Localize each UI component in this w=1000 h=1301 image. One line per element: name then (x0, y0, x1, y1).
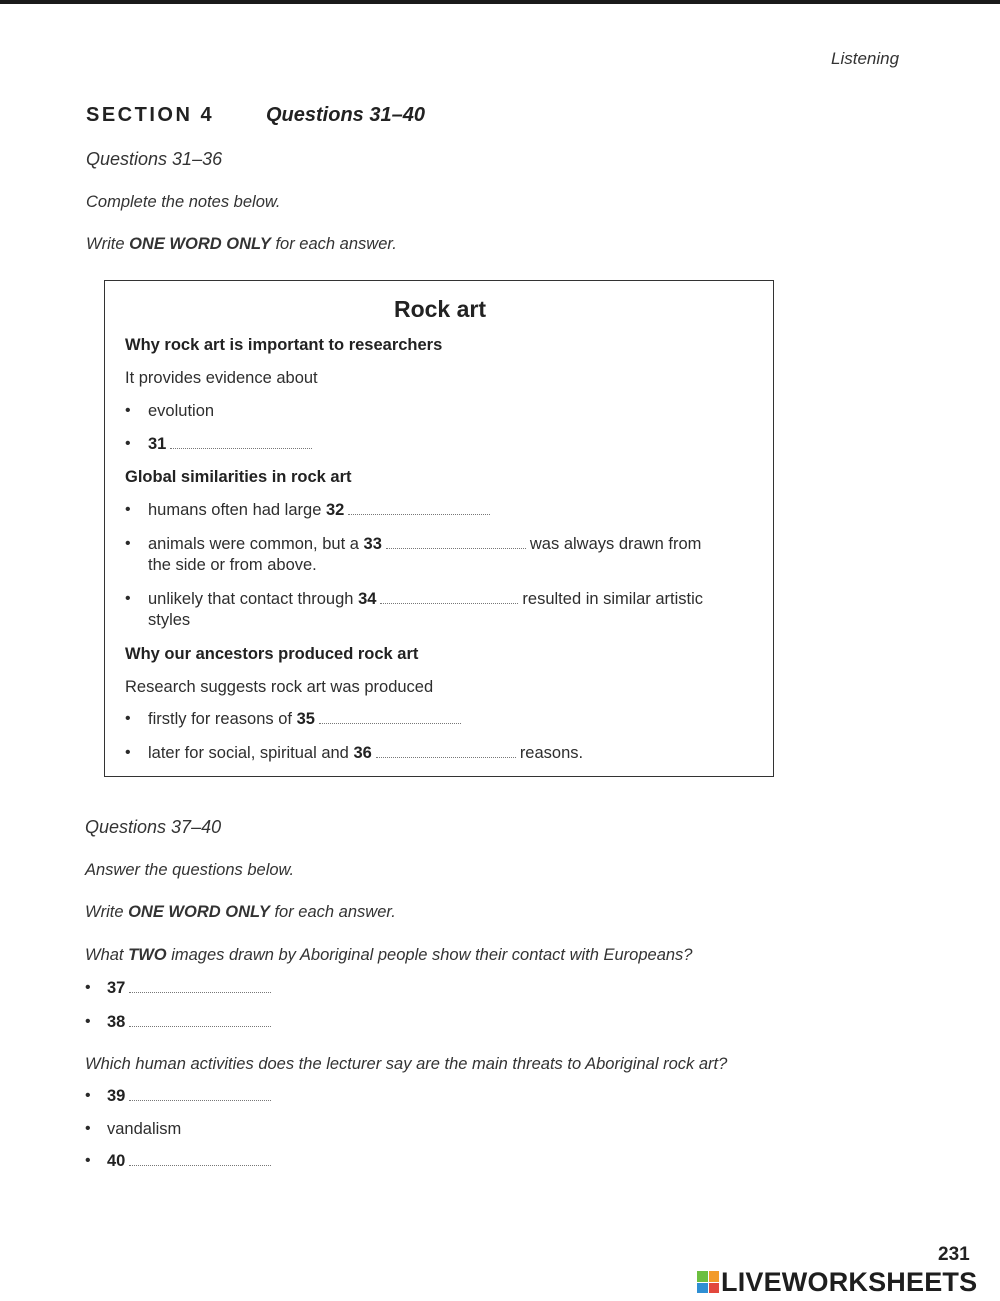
notes-heading-3: Why our ancestors produced rock art (125, 645, 419, 663)
question-37 (107, 979, 275, 998)
question-39 (107, 1087, 275, 1106)
q33-text: animals were common, but a (148, 535, 359, 553)
question-36 (148, 744, 583, 763)
logo-square (709, 1271, 720, 1282)
question-number: 38 (107, 1013, 126, 1031)
notes-heading-2: Global similarities in rock art (125, 468, 352, 486)
question-number: 36 (353, 744, 372, 762)
top-rule (0, 0, 1000, 4)
question-32 (148, 501, 494, 520)
question-1-bold: TWO (128, 946, 167, 964)
section-questions: Questions 31–40 (266, 104, 425, 126)
bullet-dot: • (125, 590, 131, 607)
q33-text-after: was always drawn from (529, 535, 702, 553)
bullet-dot: • (125, 435, 131, 452)
question-number: 37 (107, 979, 126, 997)
question-number: 35 (296, 710, 315, 728)
word-limit-post: for each answer. (275, 235, 397, 253)
answer-blank-34[interactable] (380, 601, 518, 604)
question-number: 40 (107, 1152, 126, 1170)
liveworksheets-logo-icon (697, 1271, 719, 1293)
answer-blank-38[interactable] (129, 1024, 271, 1027)
bullet-dot: • (125, 535, 131, 552)
bullet-dot: • (85, 1152, 91, 1169)
part2-word-limit (85, 903, 396, 922)
q34-text-after: resulted in similar artistic (522, 590, 704, 608)
q34-continuation: styles (148, 611, 191, 629)
answer-blank-37[interactable] (129, 990, 271, 993)
part1-heading: Questions 31–36 (86, 149, 223, 169)
question-number: 39 (107, 1087, 126, 1105)
part2-question-2: Which human activities does the lecturer say are the main threats to Aboriginal rock art? (85, 1055, 728, 1073)
bullet-dot: • (85, 1087, 91, 1104)
answer-blank-39[interactable] (129, 1098, 271, 1101)
q36-text-after: reasons. (519, 744, 584, 762)
answer-blank-36[interactable] (376, 755, 516, 758)
liveworksheets-brand[interactable] (697, 1267, 977, 1297)
question-number: 32 (325, 501, 345, 519)
answer-vandalism: vandalism (107, 1120, 182, 1138)
bullet-dot: • (125, 501, 131, 518)
bullet-dot: • (85, 1013, 91, 1030)
q34-text: unlikely that contact through (148, 590, 354, 608)
question-31 (148, 435, 316, 454)
question-35 (148, 710, 465, 729)
running-head: Listening (831, 49, 900, 68)
question-34 (148, 590, 703, 609)
question-number: 34 (358, 590, 377, 608)
q33-continuation: the side or from above. (148, 556, 317, 574)
notes-intro-1: It provides evidence about (125, 369, 318, 387)
bullet-evolution: evolution (148, 402, 215, 420)
bullet-dot: • (125, 402, 131, 419)
part1-word-limit (86, 235, 397, 254)
bullet-dot: • (85, 979, 91, 996)
part2-question-1 (85, 946, 692, 965)
part2-instruction: Answer the questions below. (85, 861, 295, 879)
bullet-dot: • (125, 744, 131, 761)
answer-blank-35[interactable] (319, 721, 461, 724)
notes-title: Rock art (393, 296, 487, 322)
notes-box (104, 280, 774, 777)
bullet-dot: • (125, 710, 131, 727)
question-number: 31 (148, 435, 167, 453)
question-number: 33 (363, 535, 382, 553)
answer-blank-31[interactable] (170, 446, 312, 449)
question-33 (148, 535, 701, 554)
section-label: SECTION 4 (86, 104, 215, 126)
word-limit-bold: ONE WORD ONLY (129, 235, 271, 253)
answer-blank-40[interactable] (129, 1163, 271, 1166)
page-number: 231 (938, 1244, 970, 1265)
question-38 (107, 1013, 275, 1032)
question-1-post: images drawn by Aboriginal people show their contact with Europeans? (171, 946, 693, 964)
question-40 (107, 1152, 275, 1171)
logo-square (697, 1283, 708, 1294)
notes-intro-3: Research suggests rock art was produced (125, 678, 434, 696)
part2-heading: Questions 37–40 (85, 817, 222, 837)
word-limit-post: for each answer. (274, 903, 396, 921)
word-limit-bold: ONE WORD ONLY (128, 903, 270, 921)
q36-text: later for social, spiritual and (148, 744, 349, 762)
q35-text: firstly for reasons of (148, 710, 292, 728)
question-1-pre: What (85, 946, 124, 964)
word-limit-pre: Write (85, 903, 124, 921)
logo-square (709, 1283, 720, 1294)
bullet-dot: • (85, 1120, 91, 1137)
notes-heading-1: Why rock art is important to researchers (125, 336, 443, 354)
q32-text: humans often had large (148, 501, 322, 519)
answer-blank-33[interactable] (386, 546, 526, 549)
brand-name: LIVEWORKSHEETS (721, 1266, 978, 1297)
part1-instruction: Complete the notes below. (86, 193, 281, 211)
word-limit-pre: Write (86, 235, 125, 253)
answer-blank-32[interactable] (348, 512, 490, 515)
logo-square (697, 1271, 708, 1282)
